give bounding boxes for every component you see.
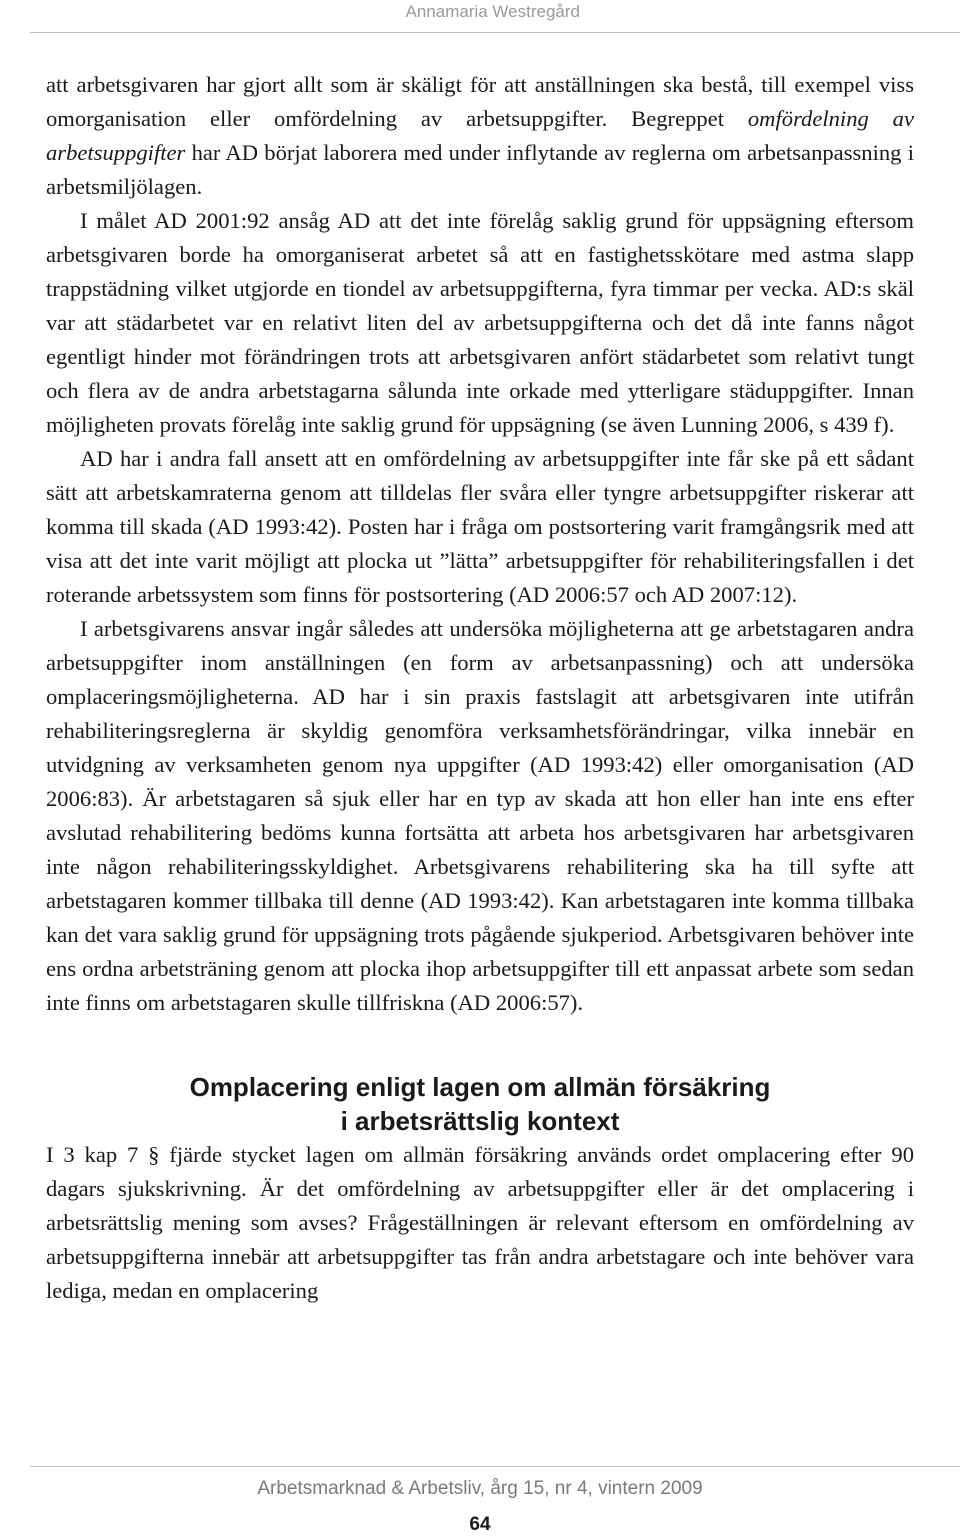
paragraph: I arbetsgivarens ansvar ingår således att undersöka möjligheterna att ge arbetstagaren andra arbetsuppgifter inom anställningen (en form av arbetsanpassning) och att undersöka omplaceringsmöjligheterna. AD har i sin praxis fastslagit att arbetsgivaren inte utifrån rehabiliteringsreglerna är skyldig genomföra verksamhetsförändringar, vilka innebär en utvidgning av verksamheten genom nya uppgifter (AD 1993:42) eller omorganisation (AD 2006:83). Är arbetstagaren så sjuk eller har en typ av skada att hon eller han inte ens efter avslutad rehabilitering bedöms kunna fortsätta att arbeta hos arbetsgivaren har arbetsgivaren inte någon rehabiliteringsskyldighet. Arbetsgivarens rehabilitering ska ha till syfte att arbetstagaren kommer tillbaka till denne (AD 1993:42). Kan arbetstagaren inte komma tillbaka kan det vara saklig grund för uppsägning trots pågående sjukperiod. Arbetsgivaren behöver inte ens ordna arbetsträning genom att plocka ihop arbetsuppgifter till ett anpassat arbete som sedan inte finns om arbetstagaren skulle tillfriskna (AD 2006:57). [46, 616, 914, 1015]
page-number: 64 [469, 1514, 491, 1535]
section-heading [46, 1070, 914, 1138]
footer-divider [30, 1466, 960, 1467]
italic-term: omfördelning av arbetsuppgifter [46, 106, 914, 165]
paragraph: I målet AD 2001:92 ansåg AD att det inte förelåg saklig grund för uppsägning eftersom arbetsgivaren borde ha omorganiserat arbetet så att en fastighetsskötare med astma slapp trappstädning vilket utgjorde en tiondel av arbetsuppgifterna, fyra timmar per vecka. AD:s skäl var att städarbetet var en relativt liten del av arbetsuppgifterna och det då inte fanns något egentligt hinder mot förändringen trots att arbetsgivaren anfört städarbetet som relativt tungt och flera av de andra arbetstagarna sålunda inte orkade med ytterligare städuppgifter. Innan möjligheten provats förelåg inte saklig grund för uppsägning (se även Lunning 2006, s 439 f). [46, 208, 914, 437]
journal-citation: Arbetsmarknad & Arbetsliv, årg 15, nr 4, vintern 2009 [257, 1478, 703, 1499]
paragraph [46, 68, 914, 204]
section-paragraph: I 3 kap 7 § fjärde stycket lagen om allmän försäkring används ordet omplacering efter 90 dagars sjukskrivning. Är det omfördelning av arbetsuppgifter eller är det omplacering i arbetsrättslig mening som avses? Frågeställningen är relevant eftersom en omfördelning av arbetsuppgifterna innebär att arbetsuppgifter tas från andra arbetstagare och inte behöver vara lediga, medan en omplacering [46, 1142, 914, 1303]
paragraph-text: att arbetsgivaren har gjort allt som är skäligt för att anställningen ska bestå, till exempel viss omorganisation eller omfördelning av arbetsuppgifter. Begreppet [46, 72, 914, 131]
section-heading-line-1: Omplacering enligt lagen om allmän försäkring [189, 1072, 771, 1102]
paragraph-text: har AD börjat laborera med under inflytande av reglerna om arbetsanpassning i arbetsmiljölagen. [46, 140, 914, 199]
article-body [46, 68, 914, 1308]
header-divider [30, 32, 960, 33]
running-head-author: Annamaria Westregård [405, 2, 580, 21]
paragraph: AD har i andra fall ansett att en omfördelning av arbetsuppgifter inte får ske på ett sådant sätt att arbetskamraterna genom att tilldelas fler svåra eller tyngre arbetsuppgifter riskerar att komma till skada (AD 1993:42). Posten har i fråga om postsortering varit framgångsrik med att visa att det inte varit möjligt att plocka ut ”lätta” arbetsuppgifter för rehabiliteringsfallen i det roterande arbetssystem som finns för postsortering (AD 2006:57 och AD 2007:12). [46, 446, 914, 607]
section-heading-line-2: i arbetsrättslig kontext [340, 1106, 620, 1136]
